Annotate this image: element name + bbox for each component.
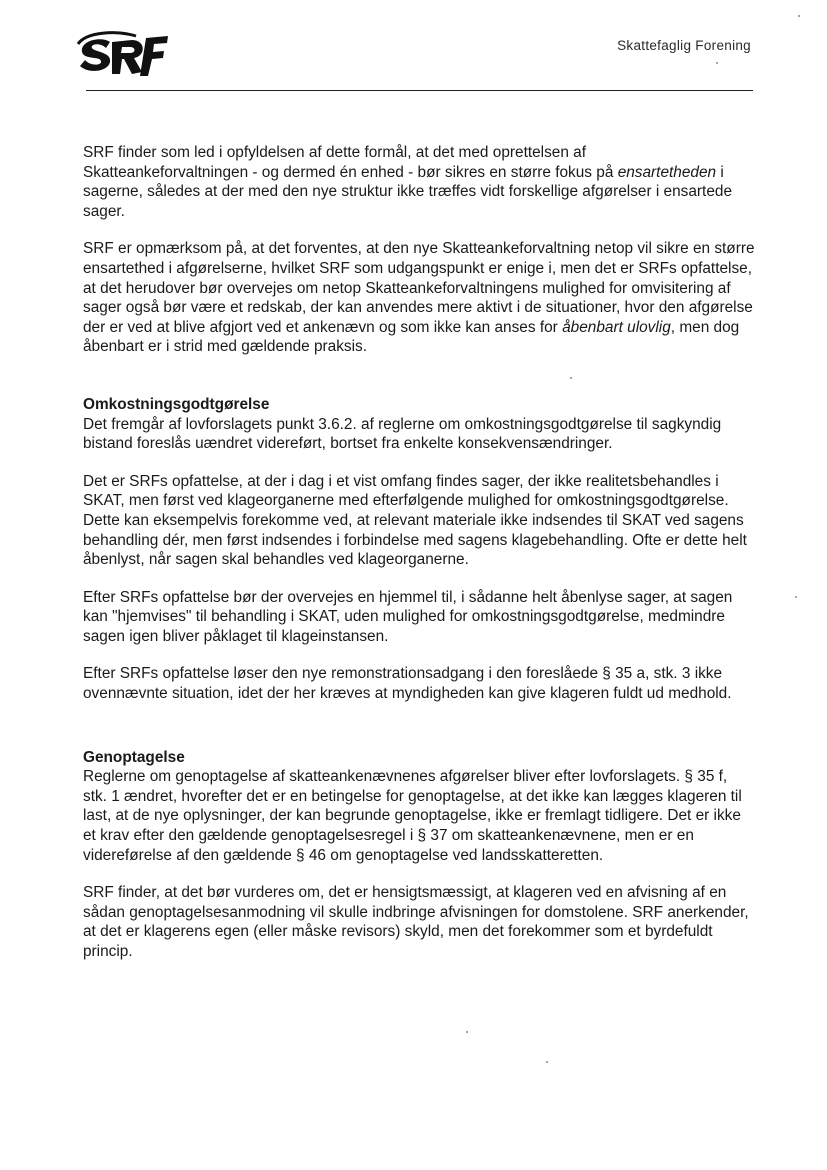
- intro-paragraph: [83, 239, 755, 357]
- paragraph-text: SRF finder som led i opfyldelsen af dette formål, at det med oprettelsen af Skatteankeforvaltningen - og dermed én enhed - bør sikres en større fokus på: [83, 144, 618, 181]
- scan-speck: [716, 62, 718, 64]
- section-paragraph: Reglerne om genoptagelse af skatteankenævnenes afgørelser bliver efter lovforslagets. § 35 f, stk. 1 ændret, hvorefter det er en betingelse for genoptagelse, at det ikke kan lægges klageren til last, at de nye oplysninger, der kan begrunde genoptagelse, ikke er fremlagt tidligere. Det er ikke et krav efter den gældende genoptagelsesregel i § 37 om skatteankenævnene, men er en videreførelse af den gældende § 46 om genoptagelse ved landsskatteretten.: [83, 768, 742, 864]
- section-heading: Genoptagelse: [83, 748, 185, 766]
- section-heading: Omkostningsgodtgørelse: [83, 395, 270, 413]
- intro-paragraph: [83, 143, 755, 221]
- paragraph-text: i sagerne, således at der med den nye struktur ikke træffes vidt forskellige afgørelser i ensartede sager.: [83, 163, 733, 220]
- emphasized-text: ensartetheden: [617, 163, 717, 181]
- emphasized-text: åbenbart ulovlig: [562, 318, 671, 336]
- scan-speck: [570, 377, 572, 379]
- scan-speck: [466, 1031, 468, 1033]
- letter-body: [83, 143, 755, 980]
- section-omkostningsgodtgorelse: [83, 395, 755, 704]
- org-name: Skattefaglig Forening: [617, 38, 751, 53]
- section-genoptagelse: [83, 748, 755, 962]
- header-divider: [86, 90, 753, 91]
- paragraph-text: , men dog åbenbart er i strid med gældende praksis.: [83, 318, 740, 356]
- section-paragraph: Det fremgår af lovforslagets punkt 3.6.2. af reglerne om omkostningsgodtgørelse til sagkyndig bistand foreslås uændret videreført, bortset fra enkelte konsekvensændringer.: [83, 415, 722, 453]
- paragraph-text: SRF er opmærksom på, at det forventes, at den nye Skatteankeforvaltning netop vil sikre en større ensartethed i afgørelserne, hvilket SRF som udgangspunkt er enige i, men det er SRFs opfattelse, at det herudover bør overvejes om netop Skatteankeforvaltningens mulighed for omvisitering af sager også bør være et redskab, der kan anvendes mere aktivt i de situationer, hvor den afgørelse der er ved at blive afgjort ved et ankenævn og som ikke kan anses for: [83, 240, 755, 336]
- srf-logo-icon: [76, 28, 172, 80]
- scan-speck: [795, 596, 797, 598]
- section-paragraph: Det er SRFs opfattelse, at der i dag i et vist omfang findes sager, der ikke realitetsbehandles i SKAT, men først ved klageorganerne med efterfølgende mulighed for omkostningsgodtgørelse. Dette kan eksempelvis forekomme ved, at relevant materiale ikke indsendes til SKAT ved sagens behandling dér, men først indsendes i forbindelse med sagens klagebehandling. Ofte er dette helt åbenlyst, når sagen skal behandles ved klageorganerne.: [83, 472, 747, 569]
- section-paragraph: SRF finder, at det bør vurderes om, det er hensigtsmæssigt, at klageren ved en afvisning af en sådan genoptagelsesanmodning vil skulle indbringe afvisningen for domstolene. SRF anerkender, at det er klagerens egen (eller måske revisors) skyld, men det forekommer som et byrdefuldt princip.: [83, 884, 749, 960]
- scan-speck: [798, 15, 800, 17]
- section-paragraph: Efter SRFs opfattelse bør der overvejes en hjemmel til, i sådanne helt åbenlyse sager, at sagen kan "hjemvises" til behandling i SKAT, uden mulighed for omkostningsgodtgørelse, medmindre sagen igen bliver påklaget til klageinstansen.: [83, 588, 733, 645]
- section-paragraph: Efter SRFs opfattelse løser den nye remonstrationsadgang i den foreslåede § 35 a, stk. 3 ikke ovennævnte situation, idet der her kræves at myndigheden kan give klageren fuldt ud medhold.: [83, 665, 732, 703]
- scan-speck: [546, 1061, 548, 1063]
